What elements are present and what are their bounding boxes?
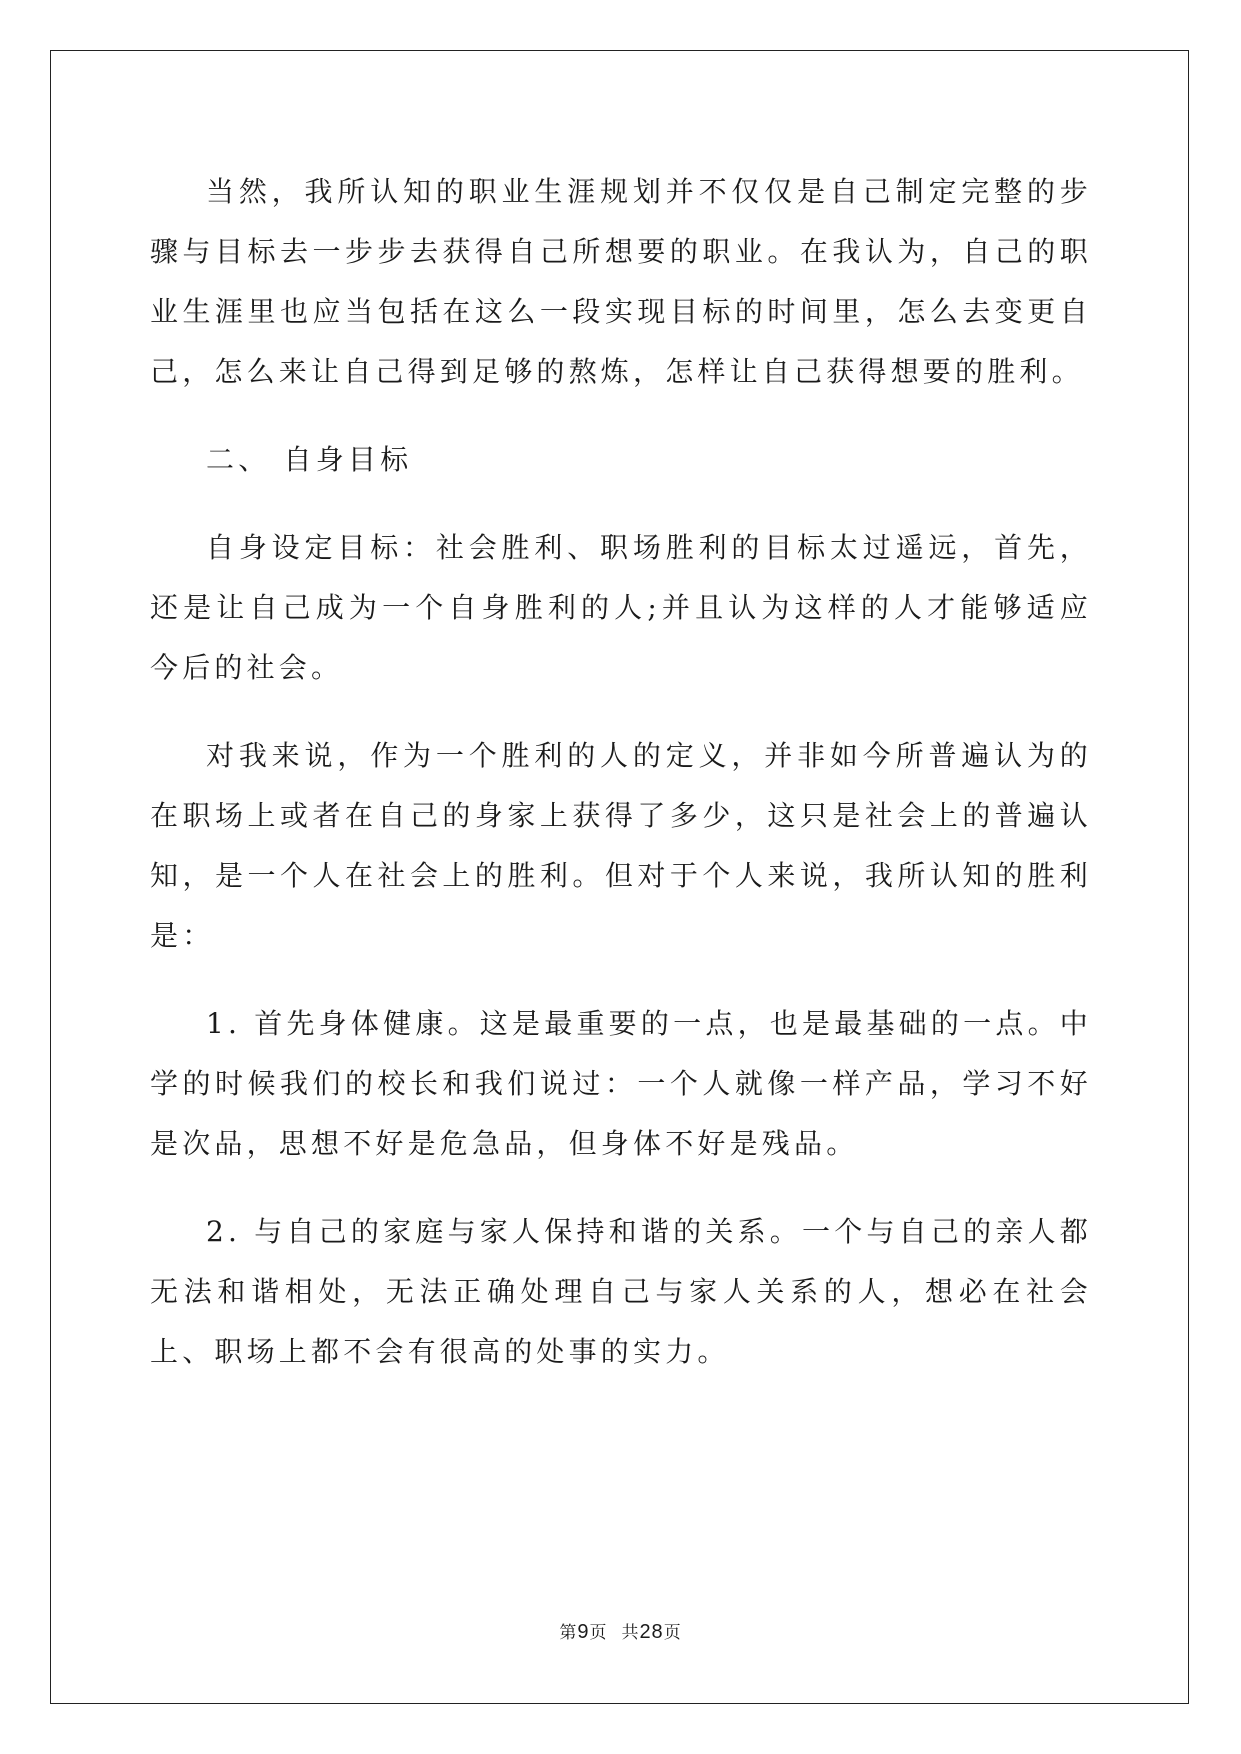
footer-total-suffix: 页 [663,1623,682,1643]
document-body [150,162,1092,1410]
list-item-health: 1. 首先身体健康。这是最重要的一点，也是最基础的一点。中学的时候我们的校长和我们说过：一个人就像一样产品，学习不好是次品，思想不好是危急品，但身体不好是残品。 [150,1007,1092,1160]
paragraph-career-planning: 当然，我所认知的职业生涯规划并不仅仅是自己制定完整的步骤与目标去一步步去获得自己所想要的职业。在我认为，自己的职业生涯里也应当包括在这么一段实现目标的时间里，怎么去变更自己，怎么来让自己得到足够的熬炼，怎样让自己获得想要的胜利。 [150,175,1092,388]
page-footer [0,1618,1241,1644]
footer-total-pages: 28 [639,1621,664,1643]
footer-total-prefix: 共 [621,1623,640,1643]
section-heading-self-goals: 二、 自身目标 [206,443,413,476]
paragraph-success-definition: 对我来说，作为一个胜利的人的定义，并非如今所普遍认为的在职场上或者在自己的身家上获得了多少，这只是社会上的普遍认知，是一个人在社会上的胜利。但对于个人来说，我所认知的胜利是： [150,739,1092,952]
footer-page-suffix: 页 [589,1623,608,1643]
list-item-family-harmony: 2. 与自己的家庭与家人保持和谐的关系。一个与自己的亲人都无法和谐相处，无法正确处理自己与家人关系的人，想必在社会上、职场上都不会有很高的处事的实力。 [150,1215,1092,1368]
footer-page-number: 9 [577,1621,590,1643]
paragraph-self-goal-setting: 自身设定目标：社会胜利、职场胜利的目标太过遥远，首先，还是让自己成为一个自身胜利的人;并且认为这样的人才能够适应今后的社会。 [150,531,1092,684]
footer-page-prefix: 第 [559,1623,578,1643]
